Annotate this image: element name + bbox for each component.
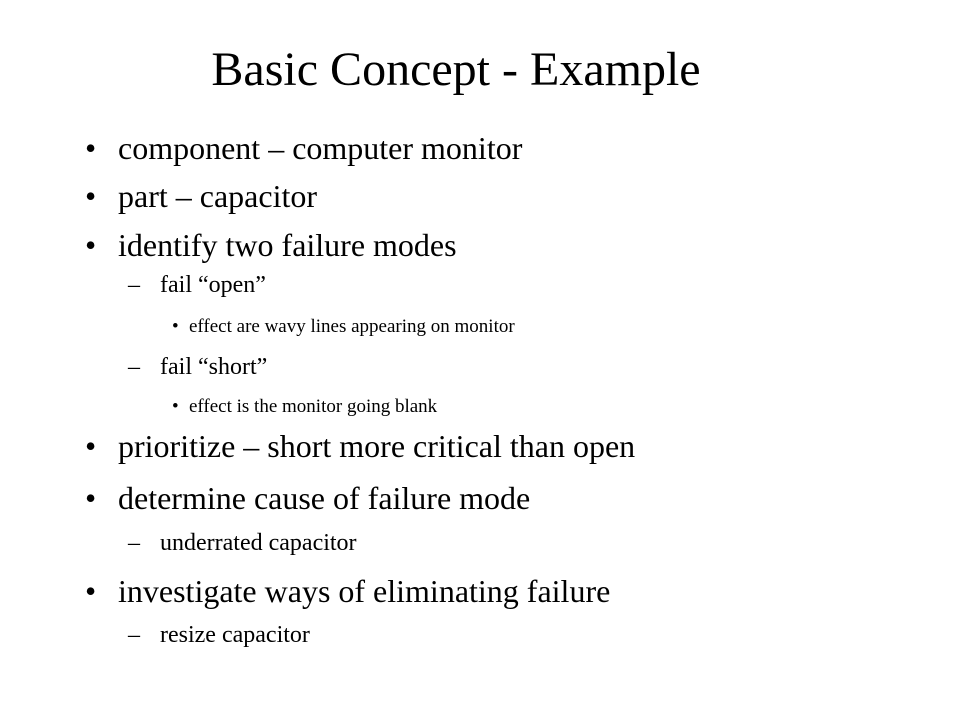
dash-icon: – [128, 354, 140, 380]
bullet-text: prioritize – short more critical than open [118, 428, 636, 464]
sub-sub-bullet-text: effect are wavy lines appearing on monitor [189, 316, 515, 337]
bullet-icon: • [85, 178, 97, 214]
bullet-icon: • [172, 316, 179, 337]
bullet-icon: • [85, 130, 97, 166]
bullet-text: identify two failure modes [118, 227, 457, 263]
sub-sub-bullet-text: effect is the monitor going blank [189, 396, 438, 417]
bullet-icon: • [85, 428, 97, 464]
bullet-text: part – capacitor [118, 178, 317, 214]
bullet-text: component – computer monitor [118, 130, 523, 166]
bullet-icon: • [85, 227, 97, 263]
bullet-text: investigate ways of eliminating failure [118, 573, 611, 609]
sub-bullet-text: underrated capacitor [160, 530, 357, 556]
bullet-icon: • [85, 573, 97, 609]
bullet-icon: • [85, 480, 97, 516]
slide-title: Basic Concept - Example [211, 43, 701, 96]
sub-bullet-text: fail “short” [160, 354, 268, 380]
sub-bullet-text: fail “open” [160, 272, 266, 298]
sub-bullet-text: resize capacitor [160, 622, 310, 648]
dash-icon: – [128, 622, 140, 648]
dash-icon: – [128, 272, 140, 298]
bullet-icon: • [172, 396, 179, 417]
bullet-text: determine cause of failure mode [118, 480, 531, 516]
dash-icon: – [128, 530, 140, 556]
